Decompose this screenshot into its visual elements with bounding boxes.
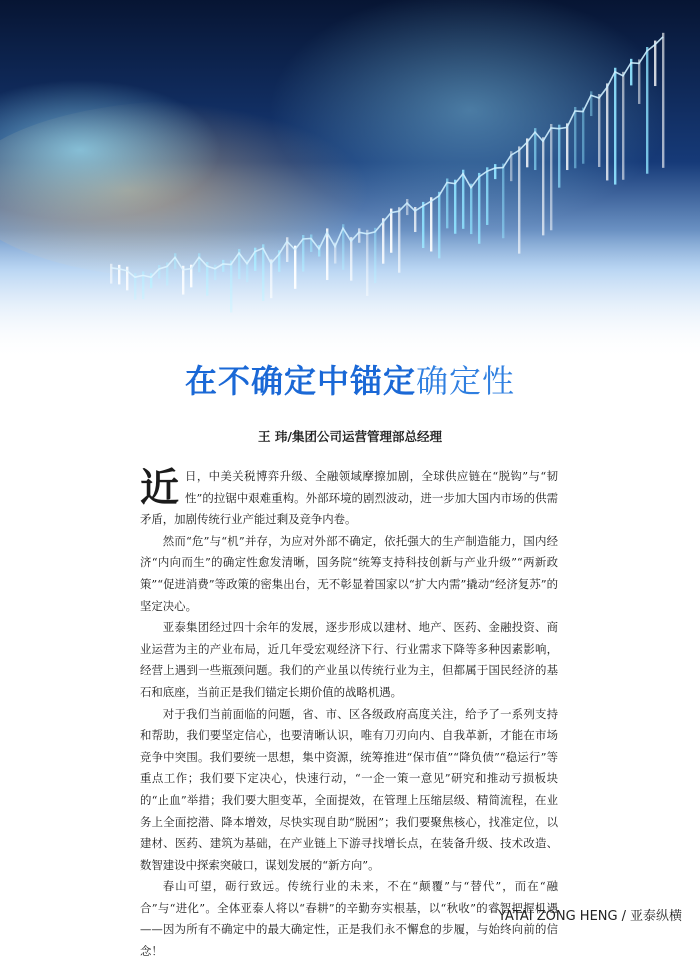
- article-title: [0, 356, 700, 402]
- decorative-bar: [462, 170, 464, 229]
- drop-cap: 近: [140, 465, 180, 511]
- decorative-bar: [662, 33, 664, 168]
- decorative-bar: [494, 164, 496, 179]
- footer-separator: /: [621, 909, 626, 924]
- decorative-bar: [542, 137, 544, 235]
- decorative-bar: [622, 72, 624, 180]
- hero-image: [0, 0, 700, 360]
- paragraph-3: 亚泰集团经过四十余年的发展，逐步形成以建材、地产、医药、金融投资、商业运营为主的产业布局，近几年受宏观经济下行、行业需求下降等多种因素影响，经营上遇到一些瓶颈问题。我们的产业虽以传统行业为主，但都属于国民经济的基石和底座，当前正是我们锚定长期价值的战略机遇。: [140, 620, 558, 699]
- decorative-bar: [454, 180, 456, 234]
- decorative-bar: [598, 94, 600, 167]
- decorative-bar: [406, 199, 408, 215]
- decorative-bar: [606, 83, 608, 180]
- author-line: 王 玮/集团公司运营管理部总经理: [258, 429, 442, 444]
- decorative-bar: [470, 184, 472, 234]
- page-footer: [498, 905, 682, 924]
- footer-brand-en: YATAI ZONG HENG: [498, 909, 618, 924]
- decorative-bar: [558, 125, 560, 188]
- decorative-bar: [646, 47, 648, 174]
- decorative-bar: [446, 178, 448, 228]
- footer-brand-cn: 亚泰纵横: [629, 909, 682, 924]
- decorative-bar: [574, 107, 576, 168]
- decorative-bar: [502, 164, 504, 239]
- paragraph-1-text: 日，中美关税博弈升级、全融领域摩擦加剧，全球供应链在“脱钩”与“韧性”的拉锯中艰难重构。外部环境的剧烈波动，进一步加大国内市场的供需矛盾，加剧传统行业产能过剩及竞争内卷。: [140, 469, 558, 527]
- decorative-bar: [566, 123, 568, 170]
- stock-chart-illustration: [0, 0, 700, 360]
- decorative-bar: [486, 167, 488, 225]
- paragraph-1: [140, 466, 558, 531]
- decorative-bar: [582, 108, 584, 164]
- decorative-bar: [614, 68, 616, 185]
- article-body: [140, 466, 558, 963]
- title-light-part: 确定性: [416, 362, 516, 400]
- decorative-bar: [550, 124, 552, 230]
- decorative-bar: [638, 59, 640, 104]
- title-bold-part: 在不确定中锚定: [184, 362, 416, 400]
- paragraph-5: 春山可望，砺行致远。传统行业的未来，不在“颠覆”与“替代”，而在“融合”与“进化”。全体亚泰人将以“春耕”的辛勤夯实根基，以“秋收”的睿智把握机遇——因为所有不确定中的最大确定性，正是我们永不懈怠的步履，与始终向前的信念！: [140, 879, 558, 959]
- decorative-bar: [654, 41, 656, 86]
- paragraph-2: 然而“危”与“机”并存，为应对外部不确定，依托强大的生产制造能力，国内经济“内向而生”的确定性愈发清晰，国务院“统筹支持科技创新与产业升级”“两新政策”“促进消费”等政策的密集出台，无不彰显着国家以“扩大内需”撬动“经济复苏”的坚定决心。: [140, 533, 558, 613]
- paragraph-4: 对于我们当前面临的问题，省、市、区各级政府高度关注，给予了一系列支持和帮助，我们要坚定信心，也要清晰认识，唯有刀刃向内、自我革新，才能在市场竞争中突围。我们要统一思想，集中资源，统筹推进“保市值”“降负债”“稳运行”等重点工作；我们要下定决心，快速行动，“一企一策一意见”研究和推动亏损板块的“止血”举措；我们要大胆变革，全面提效，在管理上压缩层级、精简流程，在业务上全面挖潜、降本增效，尽快实现自助“脱困”；我们要聚焦核心，找准定位，以建材、医药、建筑为基础，在产业链上下游寻找增长点，在装备升级、技术改造、数智建设中探索突破口，谋划发展的“新方向”。: [140, 706, 558, 872]
